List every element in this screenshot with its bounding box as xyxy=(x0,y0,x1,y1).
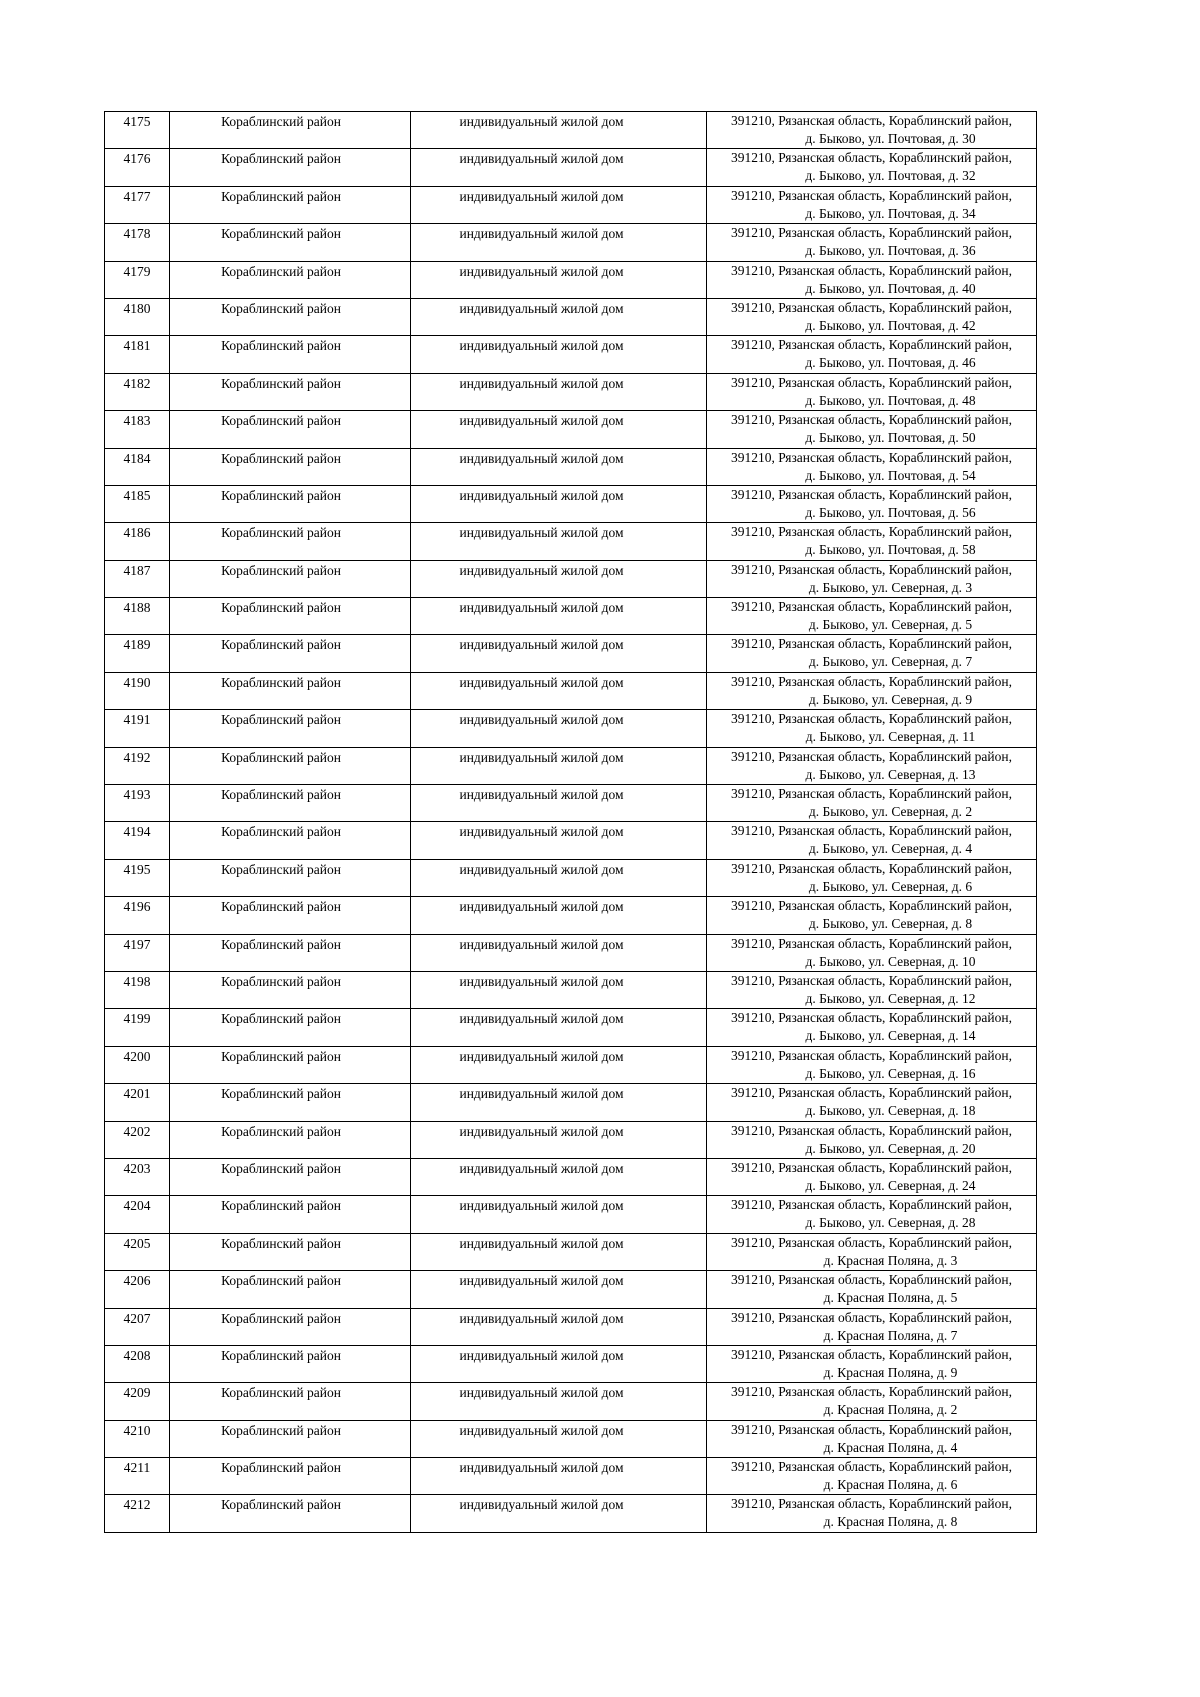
table-row xyxy=(105,373,1037,410)
district-cell: Кораблинский район xyxy=(170,1383,411,1420)
address-line-2: д. Быково, ул. Почтовая, д. 58 xyxy=(805,542,976,558)
address-cell xyxy=(707,1046,1037,1083)
address-line-2: д. Быково, ул. Почтовая, д. 48 xyxy=(805,392,976,408)
table-row xyxy=(105,897,1037,934)
district-cell: Кораблинский район xyxy=(170,1345,411,1382)
address-line-1: 391210, Рязанская область, Кораблинский район, xyxy=(731,1234,1012,1250)
address-cell xyxy=(707,186,1037,223)
address-cell xyxy=(707,747,1037,784)
district-cell: Кораблинский район xyxy=(170,485,411,522)
object-type-cell: индивидуальный жилой дом xyxy=(411,1233,707,1270)
address-line-2: д. Быково, ул. Северная, д. 10 xyxy=(805,953,976,969)
address-cell xyxy=(707,859,1037,896)
address-line-1: 391210, Рязанская область, Кораблинский район, xyxy=(731,486,1012,502)
row-number: 4206 xyxy=(105,1271,170,1308)
registry-table xyxy=(104,111,1037,1533)
address-cell xyxy=(707,1345,1037,1382)
address-line-1: 391210, Рязанская область, Кораблинский район, xyxy=(731,561,1012,577)
table-row xyxy=(105,598,1037,635)
address-line-2: д. Красная Поляна, д. 6 xyxy=(823,1477,958,1493)
object-type-cell: индивидуальный жилой дом xyxy=(411,1084,707,1121)
address-cell xyxy=(707,598,1037,635)
district-cell: Кораблинский район xyxy=(170,598,411,635)
address-line-1: 391210, Рязанская область, Кораблинский район, xyxy=(731,374,1012,390)
district-cell: Кораблинский район xyxy=(170,1084,411,1121)
address-line-1: 391210, Рязанская область, Кораблинский район, xyxy=(731,262,1012,278)
address-line-1: 391210, Рязанская область, Кораблинский район, xyxy=(731,823,1012,839)
address-line-1: 391210, Рязанская область, Кораблинский район, xyxy=(731,1047,1012,1063)
address-line-2: д. Красная Поляна, д. 2 xyxy=(823,1402,958,1418)
table-row xyxy=(105,448,1037,485)
table-row xyxy=(105,934,1037,971)
address-cell xyxy=(707,1196,1037,1233)
address-cell xyxy=(707,411,1037,448)
district-cell: Кораблинский район xyxy=(170,1458,411,1495)
address-line-2: д. Быково, ул. Почтовая, д. 30 xyxy=(805,131,976,146)
row-number: 4210 xyxy=(105,1420,170,1457)
district-cell: Кораблинский район xyxy=(170,373,411,410)
district-cell: Кораблинский район xyxy=(170,934,411,971)
address-line-2: д. Быково, ул. Северная, д. 7 xyxy=(808,654,973,670)
row-number: 4193 xyxy=(105,785,170,822)
address-line-1: 391210, Рязанская область, Кораблинский район, xyxy=(731,1272,1012,1288)
address-line-2: д. Быково, ул. Почтовая, д. 54 xyxy=(805,467,976,483)
district-cell: Кораблинский район xyxy=(170,747,411,784)
address-cell xyxy=(707,224,1037,261)
table-row xyxy=(105,336,1037,373)
row-number: 4181 xyxy=(105,336,170,373)
district-cell: Кораблинский район xyxy=(170,897,411,934)
row-number: 4185 xyxy=(105,485,170,522)
row-number: 4189 xyxy=(105,635,170,672)
address-line-1: 391210, Рязанская область, Кораблинский район, xyxy=(731,337,1012,353)
table-row xyxy=(105,635,1037,672)
address-cell xyxy=(707,1458,1037,1495)
district-cell: Кораблинский район xyxy=(170,523,411,560)
address-line-2: д. Быково, ул. Северная, д. 4 xyxy=(808,841,973,857)
address-cell xyxy=(707,971,1037,1008)
address-line-1: 391210, Рязанская область, Кораблинский район, xyxy=(731,972,1012,988)
district-cell: Кораблинский район xyxy=(170,224,411,261)
address-line-1: 391210, Рязанская область, Кораблинский район, xyxy=(731,860,1012,876)
object-type-cell: индивидуальный жилой дом xyxy=(411,336,707,373)
row-number: 4203 xyxy=(105,1158,170,1195)
object-type-cell: индивидуальный жилой дом xyxy=(411,1458,707,1495)
district-cell: Кораблинский район xyxy=(170,635,411,672)
address-cell xyxy=(707,1383,1037,1420)
row-number: 4211 xyxy=(105,1458,170,1495)
district-cell: Кораблинский район xyxy=(170,298,411,335)
address-line-2: д. Быково, ул. Северная, д. 8 xyxy=(808,916,973,932)
address-line-1: 391210, Рязанская область, Кораблинский район, xyxy=(731,636,1012,652)
address-line-2: д. Быково, ул. Почтовая, д. 34 xyxy=(805,205,976,221)
table-row xyxy=(105,785,1037,822)
address-cell xyxy=(707,448,1037,485)
address-line-2: д. Быково, ул. Северная, д. 9 xyxy=(808,691,973,707)
address-line-2: д. Быково, ул. Северная, д. 16 xyxy=(805,1065,976,1081)
row-number: 4191 xyxy=(105,710,170,747)
object-type-cell: индивидуальный жилой дом xyxy=(411,523,707,560)
address-line-1: 391210, Рязанская область, Кораблинский район, xyxy=(731,1496,1012,1512)
address-line-2: д. Быково, ул. Северная, д. 12 xyxy=(805,990,976,1006)
address-line-2: д. Быково, ул. Северная, д. 18 xyxy=(805,1103,976,1119)
address-line-2: д. Быково, ул. Северная, д. 14 xyxy=(805,1028,976,1044)
table-row xyxy=(105,1158,1037,1195)
address-cell xyxy=(707,1308,1037,1345)
row-number: 4177 xyxy=(105,186,170,223)
district-cell: Кораблинский район xyxy=(170,1233,411,1270)
row-number: 4198 xyxy=(105,971,170,1008)
object-type-cell: индивидуальный жилой дом xyxy=(411,822,707,859)
address-cell xyxy=(707,1121,1037,1158)
address-line-1: 391210, Рязанская область, Кораблинский район, xyxy=(731,935,1012,951)
district-cell: Кораблинский район xyxy=(170,822,411,859)
object-type-cell: индивидуальный жилой дом xyxy=(411,224,707,261)
district-cell: Кораблинский район xyxy=(170,1420,411,1457)
object-type-cell: индивидуальный жилой дом xyxy=(411,747,707,784)
object-type-cell: индивидуальный жилой дом xyxy=(411,785,707,822)
address-cell xyxy=(707,560,1037,597)
district-cell: Кораблинский район xyxy=(170,336,411,373)
address-line-1: 391210, Рязанская область, Кораблинский район, xyxy=(731,1459,1012,1475)
address-line-1: 391210, Рязанская область, Кораблинский район, xyxy=(731,1159,1012,1175)
row-number: 4192 xyxy=(105,747,170,784)
object-type-cell: индивидуальный жилой дом xyxy=(411,897,707,934)
address-line-2: д. Быково, ул. Северная, д. 13 xyxy=(805,766,976,782)
registry-table-body xyxy=(105,112,1037,1533)
district-cell: Кораблинский район xyxy=(170,1271,411,1308)
table-row xyxy=(105,224,1037,261)
district-cell: Кораблинский район xyxy=(170,149,411,186)
table-row xyxy=(105,1046,1037,1083)
object-type-cell: индивидуальный жилой дом xyxy=(411,112,707,149)
address-line-1: 391210, Рязанская область, Кораблинский район, xyxy=(731,1122,1012,1138)
district-cell: Кораблинский район xyxy=(170,971,411,1008)
object-type-cell: индивидуальный жилой дом xyxy=(411,448,707,485)
object-type-cell: индивидуальный жилой дом xyxy=(411,859,707,896)
object-type-cell: индивидуальный жилой дом xyxy=(411,149,707,186)
object-type-cell: индивидуальный жилой дом xyxy=(411,1383,707,1420)
row-number: 4208 xyxy=(105,1345,170,1382)
address-line-2: д. Быково, ул. Почтовая, д. 46 xyxy=(805,355,976,371)
object-type-cell: индивидуальный жилой дом xyxy=(411,411,707,448)
object-type-cell: индивидуальный жилой дом xyxy=(411,261,707,298)
address-line-1: 391210, Рязанская область, Кораблинский район, xyxy=(731,1421,1012,1437)
address-line-1: 391210, Рязанская область, Кораблинский район, xyxy=(731,1309,1012,1325)
table-row xyxy=(105,560,1037,597)
address-line-2: д. Красная Поляна, д. 3 xyxy=(823,1252,958,1268)
address-line-1: 391210, Рязанская область, Кораблинский район, xyxy=(731,1346,1012,1362)
object-type-cell: индивидуальный жилой дом xyxy=(411,598,707,635)
table-row xyxy=(105,1271,1037,1308)
address-line-1: 391210, Рязанская область, Кораблинский район, xyxy=(731,1010,1012,1026)
address-line-2: д. Быково, ул. Почтовая, д. 36 xyxy=(805,243,976,259)
address-cell xyxy=(707,485,1037,522)
object-type-cell: индивидуальный жилой дом xyxy=(411,186,707,223)
table-row xyxy=(105,859,1037,896)
address-line-2: д. Быково, ул. Почтовая, д. 32 xyxy=(805,168,976,184)
address-line-1: 391210, Рязанская область, Кораблинский район, xyxy=(731,786,1012,802)
table-row xyxy=(105,186,1037,223)
district-cell: Кораблинский район xyxy=(170,1495,411,1532)
address-line-1: 391210, Рязанская область, Кораблинский район, xyxy=(731,1197,1012,1213)
address-cell xyxy=(707,261,1037,298)
row-number: 4209 xyxy=(105,1383,170,1420)
address-line-2: д. Быково, ул. Почтовая, д. 42 xyxy=(805,317,976,333)
table-row xyxy=(105,485,1037,522)
row-number: 4187 xyxy=(105,560,170,597)
object-type-cell: индивидуальный жилой дом xyxy=(411,971,707,1008)
address-line-1: 391210, Рязанская область, Кораблинский район, xyxy=(731,673,1012,689)
row-number: 4212 xyxy=(105,1495,170,1532)
district-cell: Кораблинский район xyxy=(170,1308,411,1345)
address-cell xyxy=(707,149,1037,186)
address-cell xyxy=(707,897,1037,934)
district-cell: Кораблинский район xyxy=(170,859,411,896)
table-row xyxy=(105,1495,1037,1532)
object-type-cell: индивидуальный жилой дом xyxy=(411,1009,707,1046)
district-cell: Кораблинский район xyxy=(170,672,411,709)
object-type-cell: индивидуальный жилой дом xyxy=(411,298,707,335)
address-line-2: д. Быково, ул. Северная, д. 6 xyxy=(808,878,973,894)
address-cell xyxy=(707,1158,1037,1195)
address-cell xyxy=(707,672,1037,709)
address-line-2: д. Красная Поляна, д. 4 xyxy=(823,1439,958,1455)
row-number: 4199 xyxy=(105,1009,170,1046)
address-line-1: 391210, Рязанская область, Кораблинский район, xyxy=(731,898,1012,914)
object-type-cell: индивидуальный жилой дом xyxy=(411,1308,707,1345)
address-line-1: 391210, Рязанская область, Кораблинский район, xyxy=(731,1085,1012,1101)
address-cell xyxy=(707,822,1037,859)
address-line-2: д. Быково, ул. Северная, д. 3 xyxy=(808,579,973,595)
address-line-2: д. Быково, ул. Северная, д. 5 xyxy=(808,617,973,633)
row-number: 4179 xyxy=(105,261,170,298)
address-line-1: 391210, Рязанская область, Кораблинский район, xyxy=(731,412,1012,428)
row-number: 4205 xyxy=(105,1233,170,1270)
row-number: 4196 xyxy=(105,897,170,934)
district-cell: Кораблинский район xyxy=(170,112,411,149)
address-line-1: 391210, Рязанская область, Кораблинский район, xyxy=(731,225,1012,241)
table-row xyxy=(105,971,1037,1008)
table-row xyxy=(105,672,1037,709)
object-type-cell: индивидуальный жилой дом xyxy=(411,560,707,597)
table-row xyxy=(105,112,1037,149)
table-row xyxy=(105,1233,1037,1270)
address-cell xyxy=(707,1271,1037,1308)
row-number: 4207 xyxy=(105,1308,170,1345)
row-number: 4183 xyxy=(105,411,170,448)
address-cell xyxy=(707,934,1037,971)
table-row xyxy=(105,1345,1037,1382)
address-line-2: д. Быково, ул. Почтовая, д. 50 xyxy=(805,430,976,446)
object-type-cell: индивидуальный жилой дом xyxy=(411,635,707,672)
table-row xyxy=(105,1121,1037,1158)
row-number: 4178 xyxy=(105,224,170,261)
row-number: 4204 xyxy=(105,1196,170,1233)
address-cell xyxy=(707,1420,1037,1457)
address-line-1: 391210, Рязанская область, Кораблинский район, xyxy=(731,599,1012,615)
address-line-2: д. Быково, ул. Северная, д. 2 xyxy=(808,804,973,820)
object-type-cell: индивидуальный жилой дом xyxy=(411,672,707,709)
table-row xyxy=(105,822,1037,859)
district-cell: Кораблинский район xyxy=(170,1046,411,1083)
address-line-2: д. Быково, ул. Северная, д. 24 xyxy=(805,1177,976,1193)
object-type-cell: индивидуальный жилой дом xyxy=(411,934,707,971)
table-row xyxy=(105,1196,1037,1233)
row-number: 4200 xyxy=(105,1046,170,1083)
district-cell: Кораблинский район xyxy=(170,560,411,597)
object-type-cell: индивидуальный жилой дом xyxy=(411,1046,707,1083)
district-cell: Кораблинский район xyxy=(170,1009,411,1046)
object-type-cell: индивидуальный жилой дом xyxy=(411,1196,707,1233)
row-number: 4180 xyxy=(105,298,170,335)
table-row xyxy=(105,1458,1037,1495)
row-number: 4188 xyxy=(105,598,170,635)
table-row xyxy=(105,298,1037,335)
table-row xyxy=(105,523,1037,560)
address-cell xyxy=(707,523,1037,560)
district-cell: Кораблинский район xyxy=(170,710,411,747)
table-row xyxy=(105,261,1037,298)
row-number: 4184 xyxy=(105,448,170,485)
table-row xyxy=(105,411,1037,448)
row-number: 4190 xyxy=(105,672,170,709)
row-number: 4197 xyxy=(105,934,170,971)
district-cell: Кораблинский район xyxy=(170,1196,411,1233)
address-line-1: 391210, Рязанская область, Кораблинский район, xyxy=(731,1384,1012,1400)
row-number: 4201 xyxy=(105,1084,170,1121)
table-row xyxy=(105,710,1037,747)
table-row xyxy=(105,747,1037,784)
address-line-1: 391210, Рязанская область, Кораблинский район, xyxy=(731,187,1012,203)
address-line-2: д. Красная Поляна, д. 5 xyxy=(823,1290,958,1306)
address-line-1: 391210, Рязанская область, Кораблинский район, xyxy=(731,113,1012,128)
object-type-cell: индивидуальный жилой дом xyxy=(411,1420,707,1457)
table-row xyxy=(105,1308,1037,1345)
address-line-1: 391210, Рязанская область, Кораблинский район, xyxy=(731,299,1012,315)
object-type-cell: индивидуальный жилой дом xyxy=(411,1345,707,1382)
address-line-2: д. Красная Поляна, д. 8 xyxy=(823,1514,958,1530)
address-cell xyxy=(707,785,1037,822)
address-cell xyxy=(707,1495,1037,1532)
address-line-2: д. Быково, ул. Северная, д. 20 xyxy=(805,1140,976,1156)
district-cell: Кораблинский район xyxy=(170,186,411,223)
address-line-1: 391210, Рязанская область, Кораблинский район, xyxy=(731,150,1012,166)
district-cell: Кораблинский район xyxy=(170,448,411,485)
address-cell xyxy=(707,336,1037,373)
row-number: 4186 xyxy=(105,523,170,560)
address-line-2: д. Быково, ул. Северная, д. 28 xyxy=(805,1215,976,1231)
table-row xyxy=(105,1009,1037,1046)
object-type-cell: индивидуальный жилой дом xyxy=(411,710,707,747)
table-row xyxy=(105,149,1037,186)
row-number: 4195 xyxy=(105,859,170,896)
address-line-2: д. Быково, ул. Северная, д. 11 xyxy=(805,729,976,745)
address-cell xyxy=(707,710,1037,747)
table-row xyxy=(105,1084,1037,1121)
district-cell: Кораблинский район xyxy=(170,1121,411,1158)
address-cell xyxy=(707,373,1037,410)
district-cell: Кораблинский район xyxy=(170,785,411,822)
row-number: 4182 xyxy=(105,373,170,410)
district-cell: Кораблинский район xyxy=(170,1158,411,1195)
object-type-cell: индивидуальный жилой дом xyxy=(411,1271,707,1308)
address-cell xyxy=(707,112,1037,149)
object-type-cell: индивидуальный жилой дом xyxy=(411,1495,707,1532)
address-cell xyxy=(707,1233,1037,1270)
address-cell xyxy=(707,635,1037,672)
address-line-2: д. Красная Поляна, д. 9 xyxy=(823,1364,958,1380)
table-row xyxy=(105,1383,1037,1420)
table-row xyxy=(105,1420,1037,1457)
row-number: 4176 xyxy=(105,149,170,186)
address-line-2: д. Быково, ул. Почтовая, д. 56 xyxy=(805,504,976,520)
object-type-cell: индивидуальный жилой дом xyxy=(411,373,707,410)
row-number: 4202 xyxy=(105,1121,170,1158)
address-cell xyxy=(707,1084,1037,1121)
district-cell: Кораблинский район xyxy=(170,261,411,298)
address-line-1: 391210, Рязанская область, Кораблинский район, xyxy=(731,711,1012,727)
address-line-1: 391210, Рязанская область, Кораблинский район, xyxy=(731,449,1012,465)
address-cell xyxy=(707,298,1037,335)
object-type-cell: индивидуальный жилой дом xyxy=(411,485,707,522)
address-line-2: д. Быково, ул. Почтовая, д. 40 xyxy=(805,280,976,296)
object-type-cell: индивидуальный жилой дом xyxy=(411,1121,707,1158)
district-cell: Кораблинский район xyxy=(170,411,411,448)
address-line-2: д. Красная Поляна, д. 7 xyxy=(823,1327,958,1343)
row-number: 4175 xyxy=(105,112,170,149)
row-number: 4194 xyxy=(105,822,170,859)
address-line-1: 391210, Рязанская область, Кораблинский район, xyxy=(731,524,1012,540)
address-line-1: 391210, Рязанская область, Кораблинский район, xyxy=(731,748,1012,764)
object-type-cell: индивидуальный жилой дом xyxy=(411,1158,707,1195)
address-cell xyxy=(707,1009,1037,1046)
